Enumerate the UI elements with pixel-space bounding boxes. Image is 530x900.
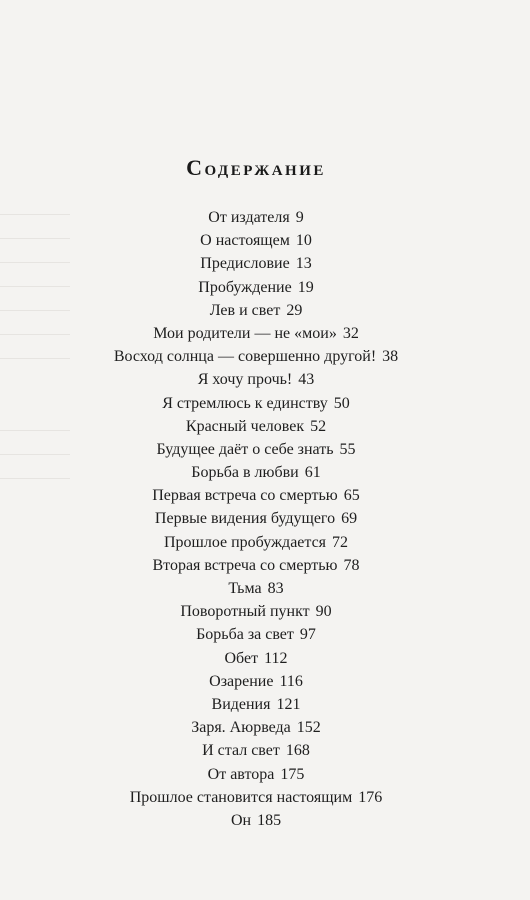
toc-entry-page-number: 43 (298, 371, 315, 389)
toc-entry-title: От издателя (208, 209, 290, 226)
toc-entry-title: Тьма (228, 580, 262, 597)
toc-entry-title: Будущее даёт о себе знать (156, 440, 334, 458)
toc-entry (0, 392, 512, 415)
toc-entry-page-number: 90 (315, 603, 332, 621)
toc-entry-page-number: 65 (343, 487, 360, 505)
toc-entry-title: Восход солнца — совершенно другой! (113, 348, 377, 366)
toc-entry-title: О настоящем (200, 232, 290, 250)
toc-entry-page-number: 78 (343, 556, 360, 574)
toc-entry-title: Поворотный пункт (180, 603, 310, 621)
toc-entry-page-number: 32 (342, 324, 359, 342)
toc-entry-page-number: 50 (333, 394, 350, 412)
toc-entry-title: Видения (211, 695, 271, 713)
toc-entry-page-number: 55 (339, 440, 356, 458)
toc-entry-page-number: 176 (358, 788, 383, 806)
toc-entry-page-number: 121 (276, 695, 301, 713)
toc-entry (0, 322, 512, 345)
toc-entry-title: Борьба за свет (196, 626, 294, 644)
toc-entry-page-number: 83 (267, 580, 284, 597)
toc-entry-title: Мои родители — не «мои» (153, 324, 337, 342)
toc-entry (0, 345, 512, 368)
toc-entry-page-number: 19 (297, 278, 314, 296)
table-of-contents (0, 206, 512, 832)
toc-entry (0, 415, 512, 438)
toc-entry (0, 670, 512, 693)
toc-entry (0, 531, 512, 554)
toc-entry (0, 229, 512, 252)
toc-entry-page-number: 185 (257, 811, 282, 829)
toc-entry-title: От автора (207, 765, 275, 783)
toc-entry-title: Борьба в любви (191, 464, 299, 482)
toc-entry-title: Прошлое пробуждается (163, 533, 327, 551)
toc-entry-page-number: 13 (295, 255, 312, 273)
toc-entry-page-number: 72 (332, 533, 349, 551)
toc-entry (0, 252, 512, 275)
toc-entry-page-number: 38 (382, 348, 399, 366)
toc-entry-title: Пробуждение (198, 278, 292, 296)
toc-entry (0, 693, 512, 716)
toc-entry-title: Озарение (209, 672, 274, 690)
toc-entry (0, 206, 512, 229)
toc-entry-title: И стал свет (202, 742, 280, 760)
toc-entry (0, 716, 512, 739)
toc-entry (0, 623, 512, 646)
toc-entry-title: Предисловие (200, 255, 290, 273)
toc-entry-page-number: 10 (295, 232, 312, 250)
toc-entry-title: Вторая встреча со смертью (152, 556, 338, 574)
toc-entry-page-number: 61 (304, 464, 321, 482)
toc-entry-page-number: 168 (285, 742, 310, 760)
toc-entry-page-number: 29 (286, 301, 303, 319)
toc-entry (0, 554, 512, 577)
toc-entry-page-number: 175 (280, 765, 305, 783)
toc-entry-page-number: 116 (279, 672, 303, 690)
toc-entry (0, 577, 512, 600)
toc-entry-title: Прошлое становится настоящим (129, 788, 353, 806)
toc-entry (0, 507, 512, 530)
toc-entry-title: Заря. Аюрведа (191, 719, 291, 737)
toc-entry (0, 763, 512, 786)
toc-entry (0, 786, 512, 809)
toc-entry (0, 600, 512, 623)
toc-entry-title: Первые видения будущего (154, 510, 336, 528)
toc-entry (0, 484, 512, 507)
toc-entry-title: Обет (224, 649, 259, 667)
toc-entry (0, 739, 512, 762)
toc-entry (0, 809, 512, 832)
toc-entry-page-number: 9 (295, 209, 304, 226)
toc-entry (0, 647, 512, 670)
toc-entry (0, 299, 512, 322)
toc-entry-title: Он (230, 811, 252, 829)
toc-entry (0, 276, 512, 299)
contents-title: Содержание (186, 154, 326, 180)
toc-entry-title: Красный человек (185, 417, 305, 435)
toc-entry-title: Я хочу прочь! (197, 371, 293, 389)
toc-entry-page-number: 152 (296, 719, 321, 737)
toc-entry (0, 461, 512, 484)
toc-entry-page-number: 69 (341, 510, 358, 528)
toc-entry (0, 438, 512, 461)
toc-entry-page-number: 97 (299, 626, 316, 644)
toc-entry-page-number: 52 (310, 417, 327, 435)
toc-entry-title: Первая встреча со смертью (152, 487, 338, 505)
toc-entry-page-number: 112 (264, 649, 288, 667)
toc-entry-title: Я стремлюсь к единству (162, 394, 328, 412)
toc-entry-title: Лев и свет (209, 301, 281, 319)
toc-entry (0, 368, 512, 391)
